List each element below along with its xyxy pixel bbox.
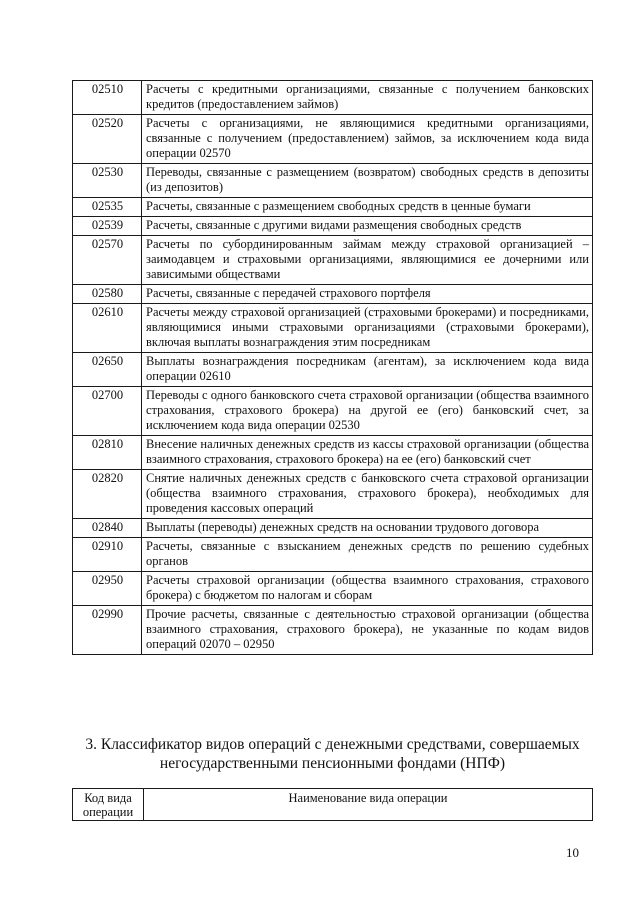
operation-code: 02950 (73, 572, 142, 606)
operation-code: 02840 (73, 519, 142, 538)
table-row (73, 538, 593, 572)
table-row (73, 387, 593, 436)
operation-code: 02510 (73, 81, 142, 115)
operations-table-body (73, 81, 593, 655)
operation-code: 02650 (73, 353, 142, 387)
operation-description: Расчеты, связанные с передачей страхового портфеля (142, 285, 593, 304)
table-row (73, 436, 593, 470)
operation-code: 02580 (73, 285, 142, 304)
code-column-header (73, 789, 144, 821)
operation-description: Расчеты страховой организации (общества взаимного страхования, страхового брокера) с бюджетом по налогам и сборам (142, 572, 593, 606)
table-row (73, 353, 593, 387)
operation-code: 02539 (73, 217, 142, 236)
table-row (73, 572, 593, 606)
table-row (73, 236, 593, 285)
operation-description: Выплаты (переводы) денежных средств на основании трудового договора (142, 519, 593, 538)
operation-description: Переводы с одного банковского счета страховой организации (общества взаимного страхования, страхового брокера) на другой ее (его) банковский счет, за исключением кода вида операции 02530 (142, 387, 593, 436)
code-column-header-line-1: Код вида (84, 791, 132, 805)
section-title (72, 735, 593, 773)
table-row (73, 285, 593, 304)
table-row (73, 164, 593, 198)
table-row (73, 198, 593, 217)
operation-description: Расчеты между страховой организацией (страховыми брокерами) и посредниками, являющимися иными страховыми организациями (страховыми брокерами), включая выплаты вознаграждения этим посредникам (142, 304, 593, 353)
table-row (73, 81, 593, 115)
operation-description: Расчеты с кредитными организациями, связанные с получением банковских кредитов (предоставлением займов) (142, 81, 593, 115)
section-title-line-2: негосударственными пенсионными фондами (НПФ) (159, 755, 506, 772)
operation-code: 02810 (73, 436, 142, 470)
operation-description: Расчеты, связанные с размещением свободных средств в ценные бумаги (142, 198, 593, 217)
header-row (73, 789, 593, 821)
name-column-header: Наименование вида операции (144, 789, 593, 821)
npf-operations-table-header (72, 788, 593, 821)
section-title-line-1: 3. Классификатор видов операций с денежными средствами, совершаемых (85, 736, 580, 753)
operation-description: Прочие расчеты, связанные с деятельностью страховой организации (общества взаимного страхования, страхового брокера), не указанные по кодам видов операций 02070 – 02950 (142, 606, 593, 655)
table-row (73, 519, 593, 538)
table-row (73, 304, 593, 353)
operation-code: 02990 (73, 606, 142, 655)
operation-code: 02530 (73, 164, 142, 198)
table-row (73, 606, 593, 655)
operation-code: 02535 (73, 198, 142, 217)
operation-code: 02610 (73, 304, 142, 353)
table-row (73, 115, 593, 164)
table-row (73, 217, 593, 236)
operation-code: 02910 (73, 538, 142, 572)
operation-code: 02700 (73, 387, 142, 436)
operation-description: Расчеты, связанные с взысканием денежных средств по решению судебных органов (142, 538, 593, 572)
operation-code: 02570 (73, 236, 142, 285)
table-row (73, 470, 593, 519)
code-column-header-line-2: операции (82, 805, 134, 819)
operation-code: 02520 (73, 115, 142, 164)
operation-description: Расчеты по субординированным займам между страховой организацией – заимодавцем и страховыми организациями, являющимися ее дочерними или зависимыми обществами (142, 236, 593, 285)
operation-description: Переводы, связанные с размещением (возвратом) свободных средств в депозиты (из депозитов) (142, 164, 593, 198)
operation-description: Снятие наличных денежных средств с банковского счета страховой организации (общества взаимного страхования, страхового брокера), необходимых для проведения кассовых операций (142, 470, 593, 519)
operation-description: Выплаты вознаграждения посредникам (агентам), за исключением кода вида операции 02610 (142, 353, 593, 387)
operation-code: 02820 (73, 470, 142, 519)
operation-description: Расчеты с организациями, не являющимися кредитными организациями, связанные с получением (предоставлением) займов, за исключением кода вида операции 02570 (142, 115, 593, 164)
operation-description: Расчеты, связанные с другими видами размещения свободных средств (142, 217, 593, 236)
operation-description: Внесение наличных денежных средств из кассы страховой организации (общества взаимного страхования, страхового брокера) на ее (его) банковский счет (142, 436, 593, 470)
operations-table (72, 80, 593, 655)
page-number: 10 (566, 845, 579, 860)
